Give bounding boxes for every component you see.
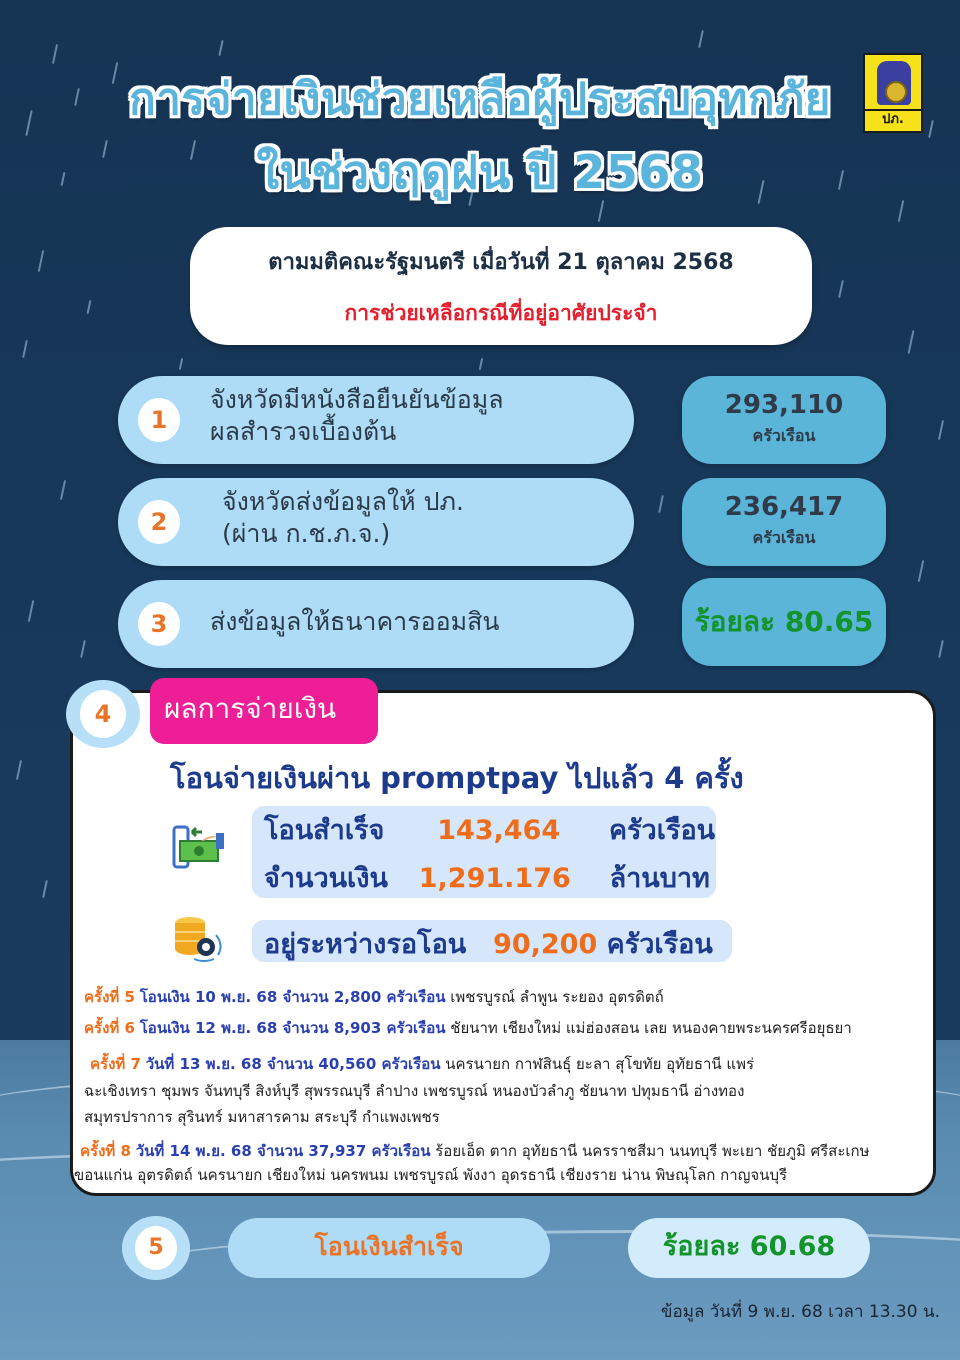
round-label: ครั้งที่ 5 (84, 988, 135, 1006)
step-3-pill (118, 580, 634, 668)
title-line-2: ในช่วงฤดูฝน ปี 2568 (256, 145, 704, 199)
round-label: ครั้งที่ 6 (84, 1019, 135, 1037)
success-unit: ครัวเรือน (608, 815, 716, 846)
round-info: วันที่ 13 พ.ย. 68 จำนวน 40,560 ครัวเรือน (145, 1055, 441, 1073)
coins-processing-icon (172, 913, 228, 965)
step-3-value-box (682, 578, 886, 666)
page-title (0, 68, 960, 204)
round-5-line (84, 986, 664, 1008)
amount-label: จำนวนเงิน (264, 863, 388, 894)
step-text-line-1: จังหวัดมีหนังสือยืนยันข้อมูล (210, 385, 504, 414)
resolution-text: ตามมติคณะรัฐมนตรี เมื่อวันที่ 21 ตุลาคม 2568 (268, 250, 734, 275)
assistance-case-text: การช่วยเหลือกรณีที่อยู่อาศัยประจำ (344, 301, 658, 325)
promptpay-title: โอนจ่ายเงินผ่าน promptpay ไปแล้ว 4 ครั้ง (170, 761, 744, 795)
logo-text: ปภ. (865, 109, 921, 129)
round-8-line (80, 1140, 869, 1162)
amount-row (264, 856, 710, 899)
round-7-provinces-line-3: สมุทรปราการ สุรินทร์ มหาสารคาม สระบุรี กำแพงเพชร (84, 1108, 440, 1126)
step-number: 4 (80, 690, 126, 738)
round-8-provinces-line-2: ขอนแก่น อุตรดิตถ์ นครนายก เชียงใหม่ นครพนม เพชรบูรณ์ พังงา อุดรธานี เชียงราย น่าน พิษณุโลก กาญจนบุรี (74, 1166, 788, 1184)
round-info: โอนเงิน 12 พ.ย. 68 จำนวน 8,903 ครัวเรือน (139, 1019, 446, 1037)
title-line-1: การจ่ายเงินช่วยเหลือผู้ประสบอุทกภัย (129, 74, 831, 125)
step-number: 1 (138, 398, 180, 442)
round-7-provinces-line-2: ฉะเชิงเทรา ชุมพร จันทบุรี สิงห์บุรี สุพรรณบุรี ลำปาง เพชรบูรณ์ หนองบัวลำภู ชัยนาท ปทุมธานี อ่างทอง (84, 1082, 745, 1100)
step-1-pill (118, 376, 634, 464)
success-label: โอนสำเร็จ (264, 815, 385, 846)
amount-unit: ล้านบาท (609, 863, 710, 894)
step-5-badge (122, 1216, 190, 1280)
pending-transfer-panel (252, 920, 732, 962)
round-label: ครั้งที่ 8 (80, 1142, 131, 1160)
step-1-value-box (682, 376, 886, 464)
transfer-summary-panel (252, 806, 716, 898)
ddpm-logo (863, 53, 923, 133)
round-provinces: ร้อยเอ็ด ตาก อุทัยธานี นครราชสีมา นนทบุรี พะเยา ชัยภูมิ ศรีสะเกษ (435, 1142, 870, 1160)
pending-unit: ครัวเรือน (606, 929, 713, 960)
round-7-line (90, 1053, 754, 1075)
seal-icon (885, 81, 907, 103)
step-text (210, 384, 504, 448)
data-source-note: ข้อมูล วันที่ 9 พ.ย. 68 เวลา 13.30 น. (660, 1302, 940, 1322)
transfer-success-pill: โอนเงินสำเร็จ (228, 1218, 550, 1278)
transfer-success-percentage: ร้อยละ 60.68 (628, 1218, 870, 1278)
step-text-line-1: จังหวัดส่งข้อมูลให้ ปภ. (222, 487, 464, 516)
step-2-value-box (682, 478, 886, 566)
round-label: ครั้งที่ 7 (90, 1055, 141, 1073)
step-text-line-2: (ผ่าน ก.ช.ภ.จ.) (222, 519, 391, 548)
round-provinces: เพชรบูรณ์ ลำพูน ระยอง อุตรดิตถ์ (450, 988, 664, 1006)
pending-label: อยู่ระหว่างรอโอน (264, 929, 467, 960)
pending-value: 90,200 (493, 929, 598, 960)
success-value: 143,464 (437, 815, 561, 846)
money-transfer-icon (172, 823, 228, 869)
round-info: วันที่ 14 พ.ย. 68 จำนวน 37,937 ครัวเรือน (135, 1142, 431, 1160)
step-text-line-2: ผลสำรวจเบื้องต้น (210, 417, 397, 446)
round-provinces: ชัยนาท เชียงใหม่ แม่ฮ่องสอน เลย หนองคายพระนครศรีอยุธยา (450, 1019, 852, 1037)
step-text: ส่งข้อมูลให้ธนาคารออมสิน (210, 607, 500, 636)
step-text (222, 486, 464, 550)
round-info: โอนเงิน 10 พ.ย. 68 จำนวน 2,800 ครัวเรือน (139, 988, 446, 1006)
step-value: 293,110 (724, 390, 844, 420)
round-provinces: นครนายก กาฬสินธุ์ ยะลา สุโขทัย อุทัยธานี แพร่ (445, 1055, 755, 1073)
step-2-pill (118, 478, 634, 566)
step-unit: ครัวเรือน (752, 528, 816, 547)
amount-value: 1,291.176 (418, 863, 571, 894)
step-number: 3 (138, 602, 180, 646)
step-number: 2 (138, 500, 180, 544)
step-value: 236,417 (724, 492, 844, 522)
cabinet-resolution-card (190, 227, 812, 345)
payment-results-tag: ผลการจ่ายเงิน (150, 678, 378, 744)
step-unit: ครัวเรือน (752, 426, 816, 445)
pending-row (264, 922, 713, 965)
round-6-line (84, 1017, 852, 1039)
success-row (264, 808, 715, 851)
step-percentage: ร้อยละ 80.65 (694, 605, 874, 638)
step-4-badge (66, 680, 140, 748)
step-number: 5 (135, 1226, 177, 1270)
